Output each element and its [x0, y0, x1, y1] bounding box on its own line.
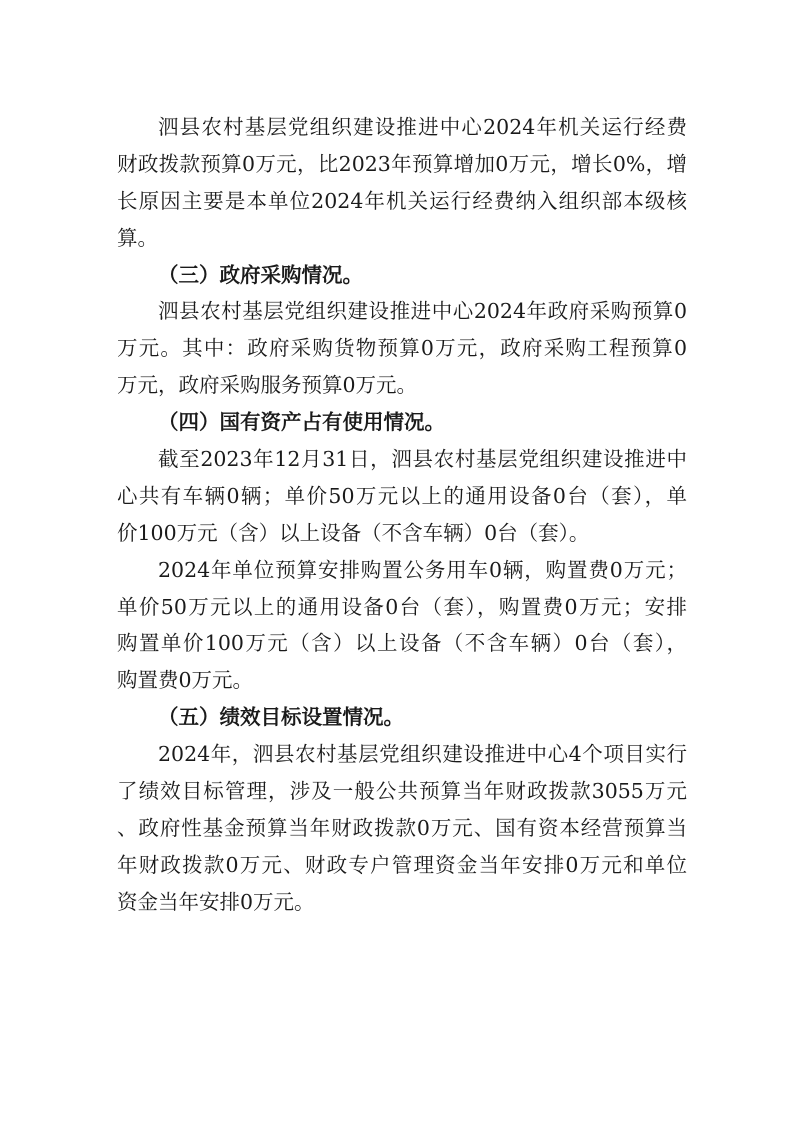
paragraph-line: 资金当年安排0万元。	[117, 889, 315, 914]
paragraph-assets-purchase-plan	[117, 552, 687, 700]
paragraph-line: 购置单价100万元（含）以上设备（不含车辆）0台（套），	[117, 631, 687, 656]
paragraph-line: 万元，政府采购服务预算0万元。	[117, 373, 418, 398]
paragraph-line: 泗县农村基层党组织建设推进中心2024年机关运行经费	[158, 115, 687, 139]
paragraph-line: 价100万元（含）以上设备（不含车辆）0台（套）。	[117, 520, 590, 545]
paragraph-performance-targets	[117, 736, 687, 920]
paragraph-line: 、政府性基金预算当年财政拨款0万元、国有资本经营预算当	[117, 815, 687, 840]
paragraph-line: 年财政拨款0万元、财政专户管理资金当年安排0万元和单位	[117, 852, 687, 877]
section-heading-state-assets: （四）国有资产占有使用情况。	[158, 410, 445, 435]
section-heading-performance-targets: （五）绩效目标设置情况。	[158, 705, 404, 730]
paragraph-procurement	[117, 293, 687, 404]
paragraph-operating-expenses	[117, 109, 687, 257]
paragraph-line: 算。	[117, 225, 158, 250]
paragraph-line: 单价50万元以上的通用设备0台（套），购置费0万元；安排	[117, 594, 687, 619]
paragraph-line: 购置费0万元。	[117, 668, 254, 693]
paragraph-line: 了绩效目标管理，涉及一般公共预算当年财政拨款3055万元	[117, 779, 687, 804]
paragraph-line: 2024年单位预算安排购置公务用车0辆，购置费0万元；	[158, 557, 687, 582]
paragraph-line: 财政拨款预算0万元，比2023年预算增加0万元，增长0%，增	[117, 151, 687, 176]
paragraph-line: 心共有车辆0辆；单价50万元以上的通用设备0台（套），单	[117, 483, 687, 508]
paragraph-assets-status	[117, 441, 687, 552]
paragraph-line: 万元。其中：政府采购货物预算0万元，政府采购工程预算0	[117, 336, 687, 361]
document-body	[117, 109, 687, 921]
paragraph-line: 2024年，泗县农村基层党组织建设推进中心4个项目实行	[158, 742, 687, 767]
section-heading-procurement: （三）政府采购情况。	[158, 262, 363, 287]
paragraph-line: 泗县农村基层党组织建设推进中心2024年政府采购预算0	[158, 299, 687, 324]
paragraph-line: 长原因主要是本单位2024年机关运行经费纳入组织部本级核	[117, 188, 687, 213]
paragraph-line: 截至2023年12月31日，泗县农村基层党组织建设推进中	[158, 447, 687, 472]
